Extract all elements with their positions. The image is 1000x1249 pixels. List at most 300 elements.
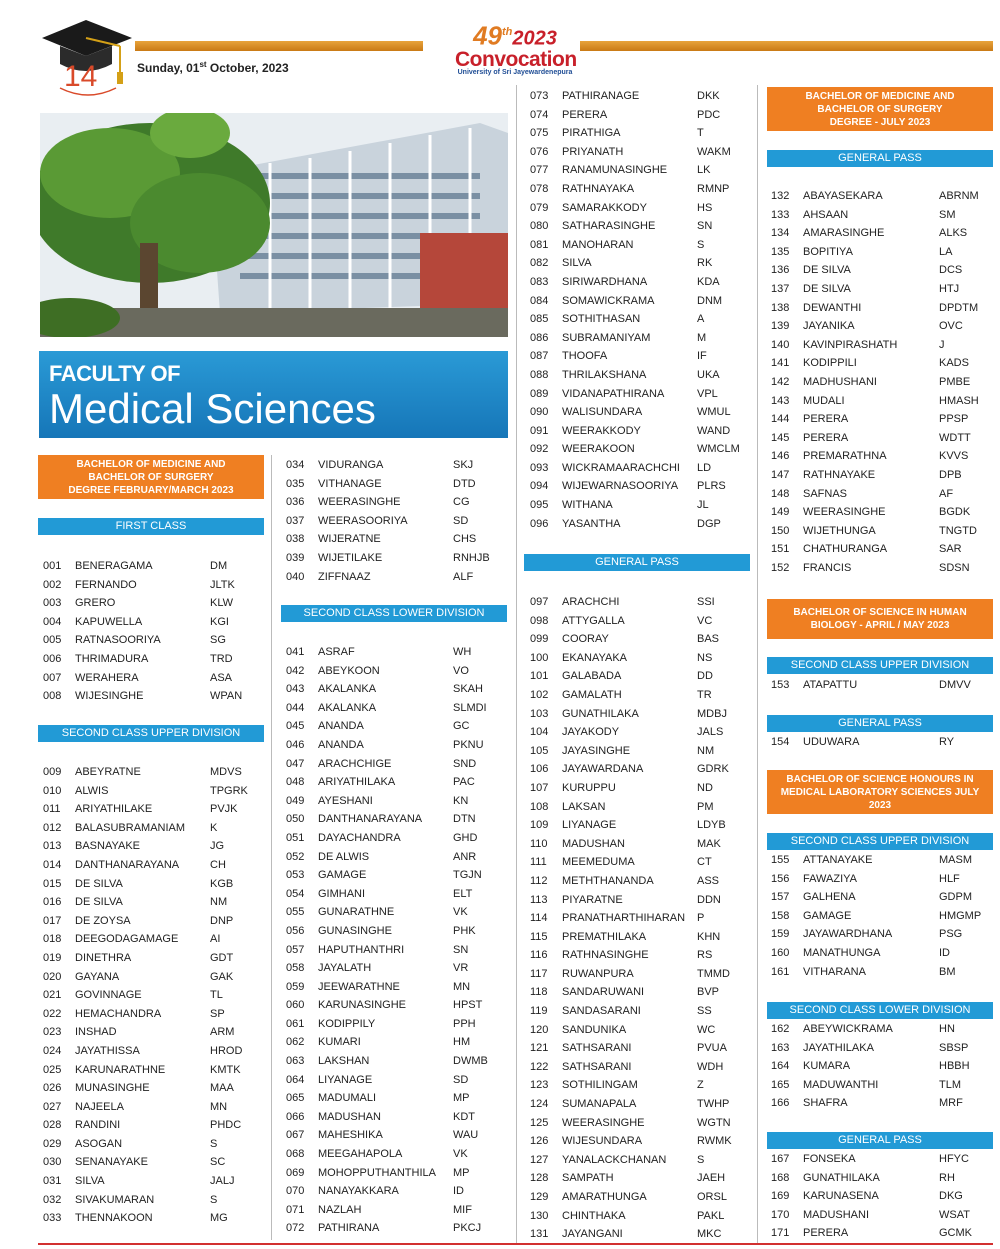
graduate-initials: K <box>210 821 218 834</box>
graduate-row <box>286 1219 516 1238</box>
section-second-upper-2: SECOND CLASS UPPER DIVISION <box>767 657 993 674</box>
graduate-initials: WH <box>453 646 472 658</box>
graduate-surname: SAMPATH <box>562 1172 614 1185</box>
graduate-initials: KGI <box>210 615 229 628</box>
graduate-initials: LDYB <box>697 819 726 832</box>
graduate-surname: RATNASOORIYA <box>75 634 161 647</box>
graduate-initials: TRD <box>210 652 233 665</box>
graduate-number: 042 <box>286 664 305 677</box>
graduate-surname: GALHENA <box>803 891 856 904</box>
graduate-surname: SATHSARANI <box>562 1060 632 1073</box>
graduate-number: 159 <box>771 928 790 941</box>
graduate-row <box>43 1098 263 1117</box>
graduate-number: 122 <box>530 1060 549 1073</box>
graduate-row <box>286 755 516 774</box>
graduate-number: 135 <box>771 245 790 258</box>
section-general-pass: GENERAL PASS <box>524 554 750 571</box>
section-second-lower-2: SECOND CLASS LOWER DIVISION <box>767 1002 993 1019</box>
graduate-initials: HROD <box>210 1044 243 1057</box>
graduate-surname: KARUNARATHNE <box>75 1063 166 1076</box>
graduate-number: 136 <box>771 264 790 277</box>
graduate-initials: T <box>697 127 704 140</box>
graduate-surname: SIRIWARDHANA <box>562 275 648 288</box>
graduate-surname: PERERA <box>803 413 849 426</box>
column-divider <box>516 85 517 1243</box>
graduate-initials: BAS <box>697 633 720 646</box>
graduate-initials: KGB <box>210 877 234 890</box>
graduate-row <box>530 310 755 329</box>
logo-subtitle: University of Sri Jayewardenepura <box>457 68 573 76</box>
graduate-number: 017 <box>43 914 62 927</box>
graduate-number: 167 <box>771 1153 790 1165</box>
graduate-surname: FRANCIS <box>803 561 852 574</box>
graduate-number: 114 <box>530 912 548 925</box>
graduate-initials: SS <box>697 1005 712 1018</box>
graduate-number: 125 <box>530 1116 549 1129</box>
graduate-surname: MEEMEDUMA <box>562 856 635 869</box>
graduate-row <box>43 1061 263 1080</box>
graduate-number: 096 <box>530 517 549 530</box>
section-second-upper: SECOND CLASS UPPER DIVISION <box>38 725 264 742</box>
graduate-number: 040 <box>286 570 305 583</box>
general-pass-list <box>530 593 755 1244</box>
graduate-initials: MKC <box>697 1228 722 1241</box>
graduate-initials: GDRK <box>697 763 729 776</box>
graduate-row <box>286 1164 516 1183</box>
graduate-initials: WC <box>697 1023 716 1036</box>
graduate-row <box>286 922 516 941</box>
graduate-initials: MDVS <box>210 766 242 778</box>
graduate-row <box>530 385 755 404</box>
graduate-surname: PRIYANATH <box>562 145 624 158</box>
graduate-number: 150 <box>771 524 790 537</box>
graduate-surname: AHSAAN <box>803 208 849 221</box>
graduate-row <box>530 928 755 947</box>
graduate-initials: PDC <box>697 108 721 121</box>
human-biology-upper-list <box>771 676 993 695</box>
graduate-number: 080 <box>530 220 549 233</box>
graduate-number: 060 <box>286 999 305 1012</box>
graduate-initials: S <box>210 1193 218 1206</box>
degree-heading-mls: BACHELOR OF SCIENCE HONOURS IN MEDICAL LABORATORY SCIENCES JULY 2023 <box>767 770 993 814</box>
degree-heading-mbbs-feb: BACHELOR OF MEDICINE AND BACHELOR OF SURGERY DEGREE FEBRUARY/MARCH 2023 <box>38 455 264 499</box>
graduate-number: 019 <box>43 951 62 964</box>
graduate-initials: KN <box>453 794 469 807</box>
graduate-initials: KDT <box>453 1110 475 1123</box>
graduate-initials: ORSL <box>697 1191 727 1203</box>
graduate-initials: VPL <box>697 387 718 400</box>
graduate-initials: NS <box>697 651 713 664</box>
second-upper-list-a <box>43 763 263 1228</box>
graduate-number: 058 <box>286 962 305 975</box>
graduate-row <box>286 903 516 922</box>
graduate-number: 087 <box>530 350 549 363</box>
graduate-row <box>530 180 755 199</box>
graduate-row <box>771 944 993 963</box>
graduate-row <box>530 742 755 761</box>
graduate-row <box>530 593 755 612</box>
graduate-surname: GAMALATH <box>562 688 622 701</box>
graduate-number: 170 <box>771 1208 790 1221</box>
graduate-row <box>286 736 516 755</box>
graduate-row <box>43 968 263 987</box>
graduate-number: 149 <box>771 506 790 519</box>
graduate-surname: RATHNAYAKA <box>562 182 635 195</box>
graduate-initials: GHD <box>453 831 478 844</box>
graduate-row <box>286 1052 516 1071</box>
graduate-number: 098 <box>530 614 549 627</box>
graduate-initials: WPAN <box>210 690 243 703</box>
graduate-surname: KUMARA <box>803 1060 851 1073</box>
graduate-number: 090 <box>530 406 549 419</box>
graduate-initials: P <box>697 912 705 925</box>
header-bar-right <box>580 41 993 51</box>
graduate-row <box>530 477 755 496</box>
graduate-number: 037 <box>286 514 305 527</box>
graduate-row <box>530 440 755 459</box>
graduate-surname: SOTHILINGAM <box>562 1079 638 1092</box>
graduate-row <box>530 143 755 162</box>
graduate-row <box>530 292 755 311</box>
graduate-initials: PVUA <box>697 1042 727 1055</box>
graduate-row <box>43 1079 263 1098</box>
graduate-number: 018 <box>43 933 62 946</box>
graduate-number: 171 <box>771 1227 790 1240</box>
graduate-surname: DANTHANARAYANA <box>318 813 423 826</box>
graduate-row <box>530 329 755 348</box>
footer-rule <box>38 1243 993 1245</box>
faculty-label: FACULTY OF <box>49 361 181 386</box>
graduate-surname: WEERASINGHE <box>562 1116 645 1129</box>
graduate-surname: DINETHRA <box>75 951 132 964</box>
graduate-row <box>43 782 263 801</box>
graduate-initials: HMASH <box>939 394 979 407</box>
graduate-surname: JAYATHISSA <box>75 1044 140 1057</box>
graduate-row <box>771 206 993 225</box>
graduate-surname: AKALANKA <box>318 701 377 714</box>
graduate-surname: THRIMADURA <box>75 652 149 665</box>
graduate-row <box>43 856 263 875</box>
graduate-initials: VO <box>453 664 469 677</box>
graduate-initials: HLF <box>939 872 960 885</box>
graduate-initials: KHN <box>697 930 721 943</box>
graduate-surname: MADUMALI <box>318 1092 377 1105</box>
graduate-initials: SP <box>210 1007 225 1020</box>
section-second-lower: SECOND CLASS LOWER DIVISION <box>281 605 507 622</box>
graduate-row <box>286 1033 516 1052</box>
graduate-number: 141 <box>771 357 790 370</box>
graduate-initials: WSAT <box>939 1208 970 1221</box>
graduate-surname: KARUNASINGHE <box>318 999 407 1012</box>
graduate-number: 045 <box>286 720 305 733</box>
graduate-surname: LIYANAGE <box>562 819 617 832</box>
graduate-surname: KAPUWELLA <box>75 615 143 628</box>
graduate-row <box>771 317 993 336</box>
graduate-number: 153 <box>771 679 790 691</box>
graduate-row <box>286 810 516 829</box>
graduate-number: 048 <box>286 776 305 789</box>
graduate-surname: JAYALATH <box>318 962 372 975</box>
graduate-initials: OVC <box>939 320 963 333</box>
graduate-row <box>530 1095 755 1114</box>
graduate-surname: ARACHCHIGE <box>318 757 392 770</box>
graduate-number: 151 <box>771 543 790 556</box>
graduate-surname: MEEGAHAPOLA <box>318 1148 403 1161</box>
graduate-initials: ALKS <box>939 227 968 240</box>
graduate-initials: WDH <box>697 1060 724 1073</box>
date-day: Sunday, 01 <box>137 61 200 75</box>
graduate-number: 139 <box>771 320 790 333</box>
graduate-initials: WDTT <box>939 431 971 444</box>
graduate-row <box>530 612 755 631</box>
graduate-number: 082 <box>530 257 549 270</box>
graduate-initials: JALS <box>697 726 724 739</box>
graduate-initials: DKG <box>939 1190 963 1203</box>
graduate-initials: KADS <box>939 357 969 370</box>
graduate-initials: PPSP <box>939 413 969 426</box>
graduate-surname: VITHARANA <box>803 965 866 978</box>
graduate-row <box>43 800 263 819</box>
graduate-number: 164 <box>771 1060 790 1073</box>
graduate-initials: SKJ <box>453 459 474 471</box>
graduate-initials: IF <box>697 350 707 363</box>
graduate-initials: KDA <box>697 275 720 288</box>
graduate-number: 109 <box>530 819 549 832</box>
graduate-surname: MANOHARAN <box>562 238 634 251</box>
graduate-initials: PKNU <box>453 738 484 751</box>
graduate-surname: WEERASINGHE <box>318 496 401 509</box>
graduate-initials: AF <box>939 487 954 500</box>
graduate-number: 076 <box>530 145 549 158</box>
graduate-surname: RUWANPURA <box>562 967 634 980</box>
date-month-year: October, 2023 <box>206 61 289 75</box>
graduate-row <box>530 496 755 515</box>
graduate-surname: ASRAF <box>318 646 355 658</box>
graduate-surname: ASOGAN <box>75 1137 123 1150</box>
graduate-number: 070 <box>286 1185 305 1198</box>
graduate-surname: RANAMUNASINGHE <box>562 164 668 177</box>
graduate-initials: DKK <box>697 90 720 102</box>
graduate-row <box>530 1188 755 1207</box>
graduate-initials: SD <box>453 514 469 527</box>
graduate-number: 066 <box>286 1110 305 1123</box>
graduate-number: 044 <box>286 701 305 714</box>
graduate-row <box>286 568 516 587</box>
graduate-surname: PREMARATHNA <box>803 450 887 463</box>
graduate-initials: NM <box>697 744 715 757</box>
graduate-surname: MADUSHAN <box>318 1110 381 1123</box>
graduate-number: 033 <box>43 1212 62 1225</box>
graduate-surname: HAPUTHANTHRI <box>318 943 405 956</box>
graduate-number: 008 <box>43 690 62 703</box>
graduate-number: 154 <box>771 736 790 748</box>
graduate-number: 028 <box>43 1119 62 1132</box>
graduate-number: 057 <box>286 943 305 956</box>
graduate-number: 085 <box>530 313 549 326</box>
graduate-number: 156 <box>771 872 790 885</box>
graduate-number: 161 <box>771 965 790 978</box>
human-biology-pass-list <box>771 733 993 752</box>
graduate-row <box>43 986 263 1005</box>
graduate-row <box>771 466 993 485</box>
graduate-surname: MUNASINGHE <box>75 1082 150 1095</box>
graduate-row <box>530 686 755 705</box>
graduate-surname: NAZLAH <box>318 1203 362 1216</box>
graduate-number: 133 <box>771 208 790 221</box>
graduate-surname: ATTANAYAKE <box>803 854 873 866</box>
graduate-initials: MASM <box>939 854 972 866</box>
graduate-row <box>286 549 516 568</box>
graduate-number: 067 <box>286 1129 305 1142</box>
graduate-number: 026 <box>43 1082 62 1095</box>
graduate-row <box>771 963 993 982</box>
graduate-surname: THENNAKOON <box>75 1212 153 1225</box>
graduate-surname: PERERA <box>803 431 849 444</box>
graduate-row <box>530 891 755 910</box>
graduate-number: 169 <box>771 1190 790 1203</box>
graduate-surname: GUNATHILAKA <box>803 1171 880 1184</box>
graduate-surname: BENERAGAMA <box>75 560 153 572</box>
graduate-number: 068 <box>286 1148 305 1161</box>
graduate-surname: WIJETILAKE <box>318 551 383 564</box>
graduate-initials: GDPM <box>939 891 972 904</box>
graduate-row <box>530 760 755 779</box>
graduate-surname: JAYANGANI <box>562 1228 623 1241</box>
graduate-row <box>771 354 993 373</box>
graduate-initials: MP <box>453 1166 470 1179</box>
graduate-surname: GIMHANI <box>318 887 366 900</box>
issue-date <box>137 60 289 75</box>
graduate-row <box>771 1206 993 1225</box>
graduate-number: 132 <box>771 190 790 202</box>
graduate-initials: MP <box>453 1092 470 1105</box>
graduate-row <box>530 515 755 534</box>
graduate-surname: WEERAKOON <box>562 443 635 456</box>
graduate-row <box>43 930 263 949</box>
graduate-number: 111 <box>530 856 547 869</box>
graduate-row <box>43 763 263 782</box>
date-suffix: st <box>199 60 207 69</box>
graduate-number: 081 <box>530 238 549 251</box>
graduate-initials: HBBH <box>939 1060 970 1073</box>
graduate-surname: WEERASOORIYA <box>318 514 408 527</box>
graduate-surname: VIDURANGA <box>318 459 384 471</box>
graduate-number: 099 <box>530 633 549 646</box>
graduate-surname: KODIPPILI <box>803 357 857 370</box>
graduate-initials: SND <box>453 757 477 770</box>
graduate-initials: VC <box>697 614 713 627</box>
graduate-surname: KURUPPU <box>562 781 616 794</box>
graduate-number: 027 <box>43 1100 62 1113</box>
convocation-logo <box>455 20 575 80</box>
graduate-number: 009 <box>43 766 62 778</box>
graduate-initials: DGP <box>697 517 721 530</box>
graduate-number: 003 <box>43 597 62 610</box>
graduate-row <box>286 1071 516 1090</box>
graduate-initials: HM <box>453 1036 471 1049</box>
graduate-initials: ASS <box>697 874 720 887</box>
graduate-surname: WIJERATNE <box>318 533 381 546</box>
graduate-row <box>771 1169 993 1188</box>
graduate-number: 145 <box>771 431 790 444</box>
graduate-surname: LAKSAN <box>562 800 606 813</box>
graduate-initials: DTD <box>453 477 476 490</box>
graduate-number: 121 <box>530 1042 549 1055</box>
graduate-number: 038 <box>286 533 305 546</box>
graduate-number: 016 <box>43 896 62 909</box>
graduate-number: 079 <box>530 201 549 214</box>
graduate-row <box>771 559 993 578</box>
graduate-initials: PM <box>697 800 714 813</box>
graduate-initials: ALF <box>453 570 474 583</box>
graduate-number: 126 <box>530 1135 549 1148</box>
graduate-number: 052 <box>286 850 305 863</box>
graduate-surname: MAHESHIKA <box>318 1129 383 1142</box>
graduate-surname: ARIYATHILAKE <box>75 803 153 816</box>
graduate-row <box>530 872 755 891</box>
graduate-row <box>43 912 263 931</box>
graduate-surname: ABEYWICKRAMA <box>803 1023 893 1035</box>
graduate-surname: FAWAZIYA <box>803 872 857 885</box>
graduate-surname: KAVINPIRASHATH <box>803 338 898 351</box>
graduate-row <box>286 978 516 997</box>
graduate-row <box>530 199 755 218</box>
graduate-initials: DNM <box>697 294 723 307</box>
graduate-number: 155 <box>771 854 790 866</box>
graduate-row <box>530 1169 755 1188</box>
graduate-row <box>286 1182 516 1201</box>
mls-upper-list <box>771 851 993 981</box>
graduate-initials: ID <box>939 946 950 959</box>
graduate-number: 065 <box>286 1092 305 1105</box>
graduate-surname: RATHNASINGHE <box>562 949 649 962</box>
graduate-number: 050 <box>286 813 305 826</box>
graduate-initials: SD <box>453 1073 469 1086</box>
graduate-row <box>286 475 516 494</box>
graduate-initials: RNHJB <box>453 551 490 564</box>
graduate-surname: PIRATHIGA <box>562 127 621 140</box>
graduate-number: 168 <box>771 1171 790 1184</box>
graduate-surname: SANDARUWANI <box>562 986 645 999</box>
graduate-surname: GAYANA <box>75 970 120 983</box>
graduate-surname: AKALANKA <box>318 683 377 696</box>
graduate-surname: LIYANAGE <box>318 1073 373 1086</box>
degree-heading-human-biology: BACHELOR OF SCIENCE IN HUMAN BIOLOGY - APRIL / MAY 2023 <box>767 599 993 639</box>
graduate-row <box>530 946 755 965</box>
graduate-initials: BGDK <box>939 506 971 519</box>
graduate-initials: NM <box>210 896 228 909</box>
graduate-number: 030 <box>43 1156 62 1169</box>
general-pass-list-2 <box>771 187 993 577</box>
graduate-number: 053 <box>286 869 305 882</box>
graduate-surname: KUMARI <box>318 1036 361 1049</box>
graduate-number: 093 <box>530 461 549 474</box>
graduate-surname: BASNAYAKE <box>75 840 141 853</box>
graduate-row <box>43 893 263 912</box>
graduate-number: 059 <box>286 980 305 993</box>
graduate-number: 143 <box>771 394 790 407</box>
graduate-number: 097 <box>530 596 549 608</box>
graduate-row <box>771 280 993 299</box>
graduate-row <box>286 1015 516 1034</box>
graduate-surname: DEEGODAGAMAGE <box>75 933 179 946</box>
graduate-row <box>771 1076 993 1095</box>
graduate-row <box>43 875 263 894</box>
graduate-surname: FONSEKA <box>803 1153 856 1165</box>
graduate-row <box>286 996 516 1015</box>
graduate-surname: BOPITIYA <box>803 245 853 258</box>
graduate-initials: WAKM <box>697 145 731 158</box>
